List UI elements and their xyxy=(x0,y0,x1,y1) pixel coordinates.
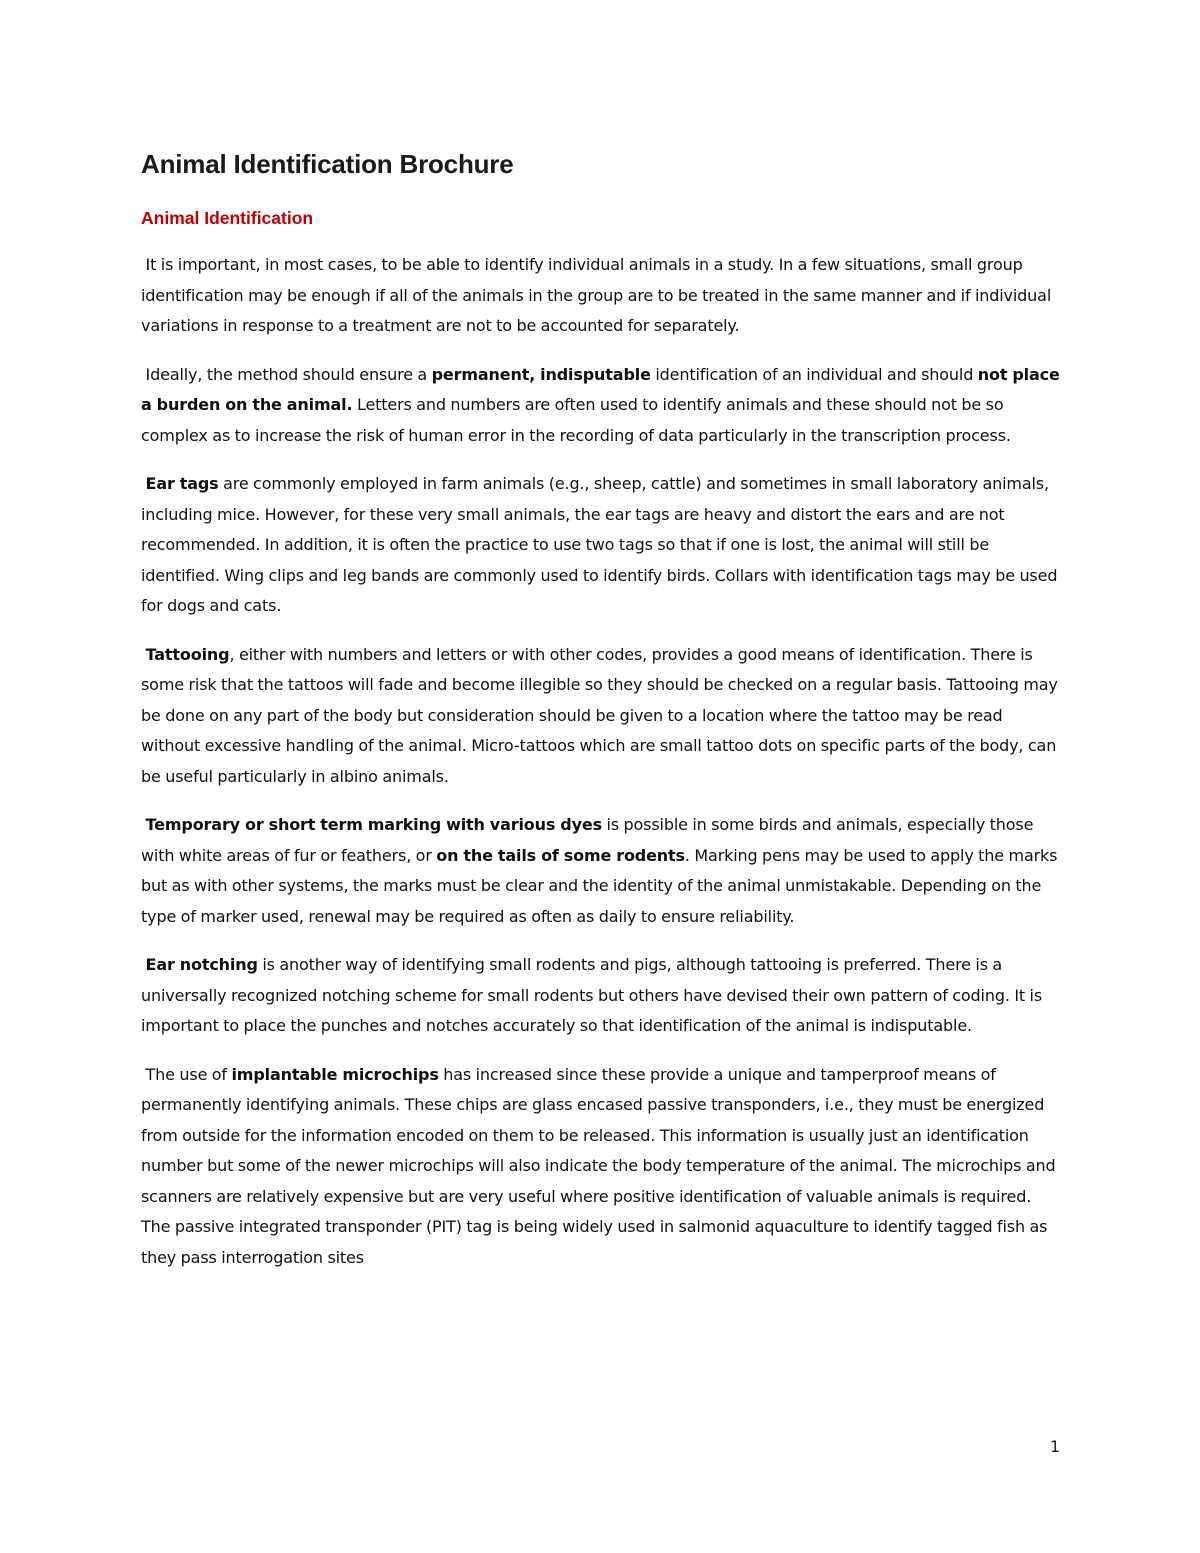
emphasis-text: Temporary or short term marking with various dyes xyxy=(145,815,602,834)
section-heading: Animal Identification xyxy=(141,208,314,228)
paragraph-text: It is important, in most cases, to be able to identify individual animals in a study. In a few situations, small group identification may be enough if all of the animals in the group are to be treated in the same manner and if individual variations in response to a treatment are not to be accounted for separately. xyxy=(141,255,1052,335)
paragraph-text: The use of xyxy=(145,1064,232,1084)
emphasis-text: permanent, indisputable xyxy=(431,364,651,384)
paragraph-text: is possible in some birds and animals, especially those with white areas of fur or feathers, or xyxy=(141,815,1034,865)
document-title: Animal Identification Brochure xyxy=(141,149,514,179)
document-body xyxy=(141,140,1063,1291)
emphasis-text: implantable microchips xyxy=(231,1064,439,1084)
paragraph-text: are commonly employed in farm animals (e.g., sheep, cattle) and sometimes in small laboratory animals, including mice. However, for these very small animals, the ear tags are heavy and distort the ears and are not recommended. In addition, it is often the practice to use two tags so that if one is lost, the animal will still be identified. Wing clips and leg bands are commonly used to identify birds. Collars with identification tags may be used for dogs and cats. xyxy=(141,474,1058,615)
paragraph-ear-notching xyxy=(141,950,1063,1042)
paragraph-text: . Marking pens may be used to apply the marks but as with other systems, the marks must be clear and the identity of the animal unmistakable. Depending on the type of marker used, renewal may be required as often as daily to ensure reliability. xyxy=(141,845,1058,926)
emphasis-text: on the tails of some rodents xyxy=(436,845,685,865)
paragraph-ideal-method xyxy=(141,360,1063,452)
paragraph-temporary-marking xyxy=(141,810,1063,932)
paragraph-text: , either with numbers and letters or with other codes, provides a good means of identification. There is some risk that the tattoos will fade and become illegible so they should be checked on a regular basis. Tattooing may be done on any part of the body but consideration should be given to a location where the tattoo may be read without excessive handling of the animal. Micro-tattoos which are small tattoo dots on specific parts of the body, can be useful particularly in albino animals. xyxy=(141,644,1058,786)
paragraph-intro xyxy=(141,250,1063,342)
emphasis-text: Tattooing xyxy=(145,644,230,664)
paragraph-text: identification of an individual and should xyxy=(650,364,978,384)
paragraph-microchips xyxy=(141,1060,1063,1274)
page-number: 1 xyxy=(1049,1437,1060,1456)
paragraph-text: has increased since these provide a unique and tamperproof means of permanently identifying animals. These chips are glass encased passive transponders, i.e., they must be energized from outside for the information encoded on them to be released. This information is usually just an identification number but some of the newer microchips will also indicate the body temperature of the animal. The microchips and scanners are relatively expensive but are very useful where positive identification of valuable animals is required. The passive integrated transponder (PIT) tag is being widely used in salmonid aquaculture to identify tagged fish as they pass interrogation sites xyxy=(141,1064,1056,1267)
emphasis-text: Ear tags xyxy=(145,474,219,493)
paragraph-tattooing xyxy=(141,640,1063,793)
emphasis-text: not place a burden on the animal. xyxy=(141,364,1060,414)
paragraph-text: Ideally, the method should ensure a xyxy=(145,364,432,384)
paragraph-ear-tags xyxy=(141,469,1063,622)
paragraph-text: Letters and numbers are often used to identify animals and these should not be so complex as to increase the risk of human error in the recording of data particularly in the transcription process. xyxy=(141,395,1011,445)
paragraph-text: is another way of identifying small rodents and pigs, although tattooing is preferred. There is a universally recognized notching scheme for small rodents but others have devised their own pattern of coding. It is important to place the punches and notches accurately so that identification of the animal is indisputable. xyxy=(141,955,1043,1035)
emphasis-text: Ear notching xyxy=(145,955,258,974)
